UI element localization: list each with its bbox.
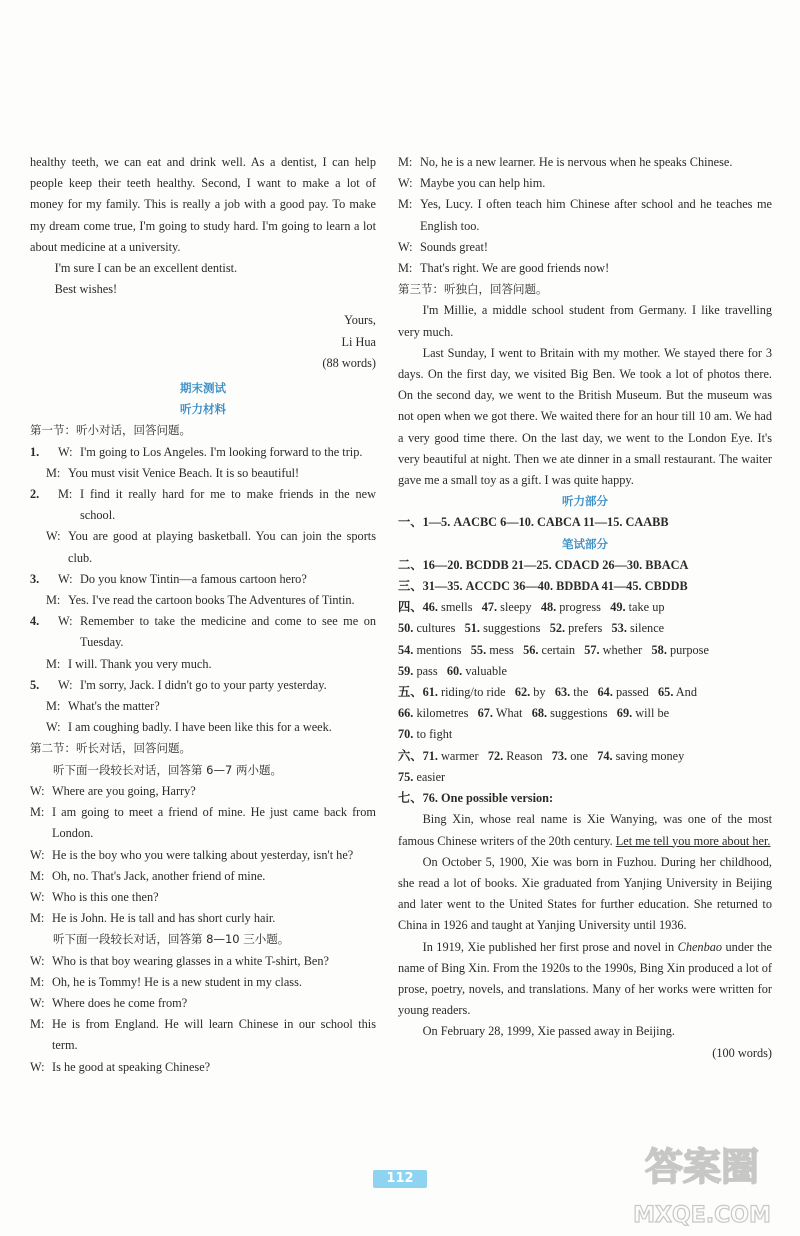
right-column bbox=[398, 152, 772, 1064]
dialogue-5: 5. W: I'm sorry, Jack. I didn't go to your party yesterday. M: What's the matter? W: I am coughing badly. I have been like this for a week. bbox=[30, 675, 376, 739]
watermark-logo-icon bbox=[612, 1132, 792, 1232]
instruction: 听下面一段较长对话，回答第 8—10 三小题。 bbox=[53, 932, 290, 947]
monologue-paragraph: I'm Millie, a middle school student from Germany. I like travelling very much. bbox=[398, 303, 772, 339]
word-count: (88 words) bbox=[322, 355, 376, 370]
section-subtitle: 听力材料 bbox=[180, 402, 226, 417]
word-count: (100 words) bbox=[712, 1045, 772, 1060]
letter-closing: Yours, bbox=[344, 313, 376, 328]
dialogue-3: 3. W: Do you know Tintin—a famous cartoon hero? M: Yes. I've read the cartoon books The Adventures of Tintin. bbox=[30, 569, 376, 611]
answer-line: 二、16—20. BCDDB 21—25. CDACD 26—30. BBACA bbox=[398, 557, 689, 572]
conversation-2-continued: M: No, he is a new learner. He is nervous when he speaks Chinese. W: Maybe you can help him. M: Yes, Lucy. I often teach him Chinese after school and he teaches me English too. W: Sounds great! M: That's right. We are good friends now! bbox=[398, 155, 772, 276]
conversation-1: W: Where are you going, Harry? M: I am going to meet a friend of mine. He just came back from London. W: He is the boy who you were talking about yesterday, isn't he? M: Oh, no. That's Jack, another friend of mine. W: Who is this one then? M: He is John. He is tall and has short curly hair. bbox=[30, 783, 376, 926]
page-number: 112 bbox=[373, 1170, 427, 1188]
answer-block-4: 四、46. smells 47. sleepy 48. progress 49. take up 50. cultures 51. suggestions 52. prefers 53. silence 54. mentions 55. mess 56. certain 57. whether 58. purpose 59. pass 60. valuable bbox=[398, 600, 709, 678]
letter-line: Best wishes! bbox=[54, 282, 118, 297]
svg-text:MXQE.COM: MXQE.COM bbox=[633, 1203, 771, 1228]
answer-block-6: 六、71. warmer 72. Reason 73. one 74. saving money 75. easier bbox=[398, 748, 685, 784]
answer-block-5: 五、61. riding/to ride 62. by 63. the 64. passed 65. And 66. kilometres 67. What 68. suggestions 69. will be 70. to fight bbox=[398, 685, 697, 742]
part-heading: 第一节：听小对话，回答问题。 bbox=[30, 423, 191, 438]
question-number: 5. bbox=[30, 677, 40, 692]
essay-heading: 七、76. One possible version: bbox=[398, 791, 554, 806]
letter-line: I'm sure I can be an excellent dentist. bbox=[54, 261, 238, 276]
answer-line: 三、31—35. ACCDC 36—40. BDBDA 41—45. CBDDB bbox=[398, 579, 688, 594]
question-number: 4. bbox=[30, 614, 40, 629]
part-heading: 第三节：听独白，回答问题。 bbox=[398, 282, 548, 297]
question-number: 2. bbox=[30, 487, 40, 502]
letter-signature: Li Hua bbox=[341, 334, 376, 349]
question-number: 3. bbox=[30, 571, 40, 586]
answer-line: 一、1—5. AACBC 6—10. CABCA 11—15. CAABB bbox=[398, 515, 669, 530]
dialogue-1: 1. W: I'm going to Los Angeles. I'm looking forward to the trip. M: You must visit Venice Beach. It is so beautiful! bbox=[30, 442, 376, 484]
question-number: 1. bbox=[30, 444, 40, 459]
written-answers-title: 笔试部分 bbox=[562, 536, 608, 551]
listening-answers-title: 听力部分 bbox=[562, 494, 608, 509]
letter-paragraph: healthy teeth, we can eat and drink well. As a dentist, I can help people keep their teeth healthy. Second, I want to make a lot of money for my family. This is really a job with a good pay. To make my dream come true, I'm going to study hard. I'm going to learn a lot about medicine at a university. bbox=[30, 155, 376, 254]
monologue-paragraph: Last Sunday, I went to Britain with my mother. We stayed there for 3 days. On the first day, we visited Big Ben. We took a lot of photos there. On the second day, we went to the British Museum. But the museum was not open when we got there. We waited there for an hour till 10 am. We had a very good time there. On the last day, we went to the London Eye. It's very beautiful at night. Then we ate dinner in a small restaurant. The waiter gave me a small toy as a gift. I was quite happy. bbox=[398, 345, 772, 488]
underlined-sentence: Let me tell you more about her. bbox=[615, 833, 771, 848]
dialogue-4: 4. W: Remember to take the medicine and come to see me on Tuesday. M: I will. Thank you very much. bbox=[30, 611, 376, 675]
left-column bbox=[30, 152, 376, 1078]
svg-text:答案圈: 答案圈 bbox=[644, 1145, 760, 1189]
conversation-2: W: Who is that boy wearing glasses in a white T-shirt, Ben? M: Oh, he is Tommy! He is a new student in my class. W: Where does he come from? M: He is from England. He will learn Chinese in our school this term. W: Is he good at speaking Chinese? bbox=[30, 953, 376, 1074]
section-title: 期末测试 bbox=[180, 381, 226, 396]
dialogue-2: 2. M: I find it really hard for me to make friends in the new school. W: You are good at playing basketball. You can join the sports club. bbox=[30, 484, 376, 569]
part-heading: 第二节：听长对话，回答问题。 bbox=[30, 741, 191, 756]
instruction: 听下面一段较长对话，回答第 6—7 两小题。 bbox=[53, 762, 282, 777]
model-essay: Bing Xin, whose real name is Xie Wanying, was one of the most famous Chinese writers of the 20th century. Let me tell you more about her. On October 5, 1900, Xie was born in Fuzhou. During her childhood, she read a lot of books. Xie graduated from Yanjing University in Beijing and later went to the United States for further education. She returned to China in 1926 and taught at Yanjing University until 1936. In 1919, Xie published her first prose and novel in Chenbao under the name of Bing Xin. From the 1920s to the 1990s, Bing Xin produced a lot of prose, poetry, novels, and translations. Many of her works were written for young readers. On February 28, 1999, Xie passed away in Beijing. (100 words) bbox=[398, 809, 772, 1063]
